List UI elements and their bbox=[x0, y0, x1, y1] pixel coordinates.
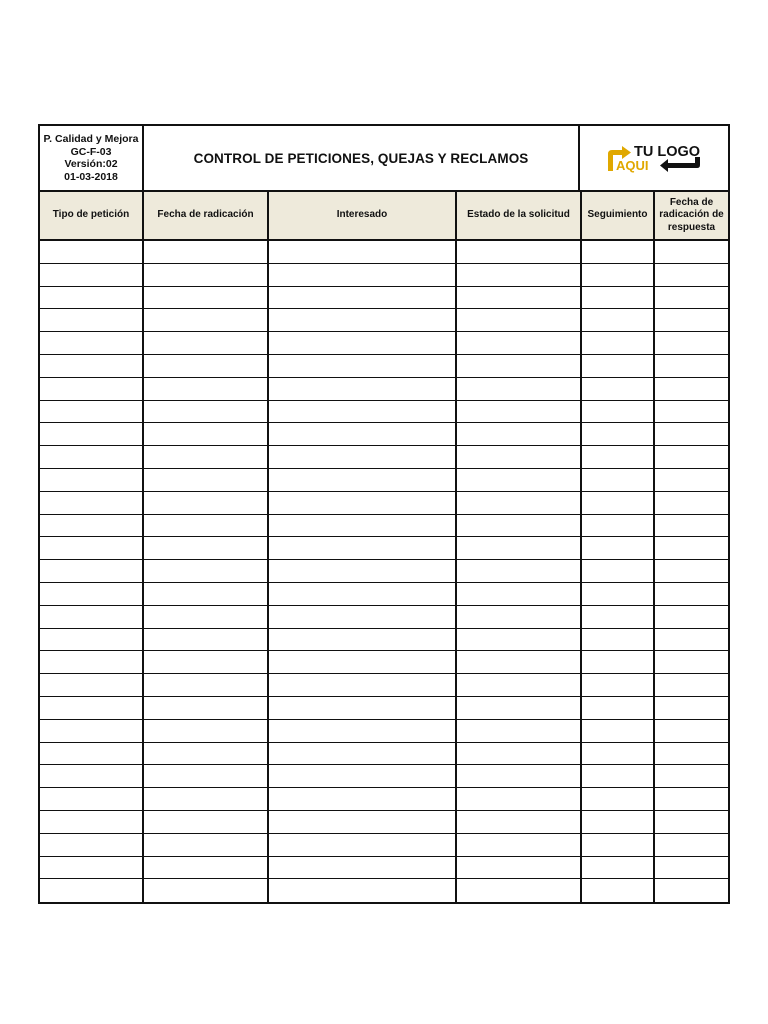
table-cell-tipo[interactable] bbox=[40, 492, 144, 514]
form-meta-block bbox=[40, 126, 144, 190]
table-cell-interesado[interactable] bbox=[269, 241, 457, 263]
table-row bbox=[40, 788, 728, 811]
table-cell-fecha-respuesta[interactable] bbox=[655, 811, 728, 833]
table-cell-seguimiento[interactable] bbox=[582, 446, 655, 468]
table-cell-interesado[interactable] bbox=[269, 492, 457, 514]
table-cell-interesado[interactable] bbox=[269, 309, 457, 331]
table-cell-tipo[interactable] bbox=[40, 537, 144, 559]
table-cell-seguimiento[interactable] bbox=[582, 697, 655, 719]
table-cell-tipo[interactable] bbox=[40, 651, 144, 673]
table-cell-estado[interactable] bbox=[457, 560, 582, 582]
table-cell-interesado[interactable] bbox=[269, 469, 457, 491]
table-cell-interesado[interactable] bbox=[269, 332, 457, 354]
table-cell-fecha-respuesta[interactable] bbox=[655, 287, 728, 309]
table-row bbox=[40, 264, 728, 287]
table-cell-tipo[interactable] bbox=[40, 287, 144, 309]
table-cell-estado[interactable] bbox=[457, 629, 582, 651]
table-row bbox=[40, 492, 728, 515]
table-cell-fecha-radicacion[interactable] bbox=[144, 629, 269, 651]
table-row bbox=[40, 697, 728, 720]
table-cell-seguimiento[interactable] bbox=[582, 879, 655, 902]
table-cell-fecha-respuesta[interactable] bbox=[655, 241, 728, 263]
table-cell-estado[interactable] bbox=[457, 606, 582, 628]
table-cell-fecha-respuesta[interactable] bbox=[655, 629, 728, 651]
table-cell-interesado[interactable] bbox=[269, 629, 457, 651]
table-cell-fecha-respuesta[interactable] bbox=[655, 355, 728, 377]
table-row bbox=[40, 423, 728, 446]
table-cell-estado[interactable] bbox=[457, 720, 582, 742]
table-cell-tipo[interactable] bbox=[40, 674, 144, 696]
table-cell-fecha-respuesta[interactable] bbox=[655, 743, 728, 765]
table-cell-fecha-radicacion[interactable] bbox=[144, 674, 269, 696]
table-cell-fecha-respuesta[interactable] bbox=[655, 537, 728, 559]
table-cell-tipo[interactable] bbox=[40, 697, 144, 719]
svg-text:AQUI: AQUI bbox=[616, 158, 649, 173]
table-row bbox=[40, 674, 728, 697]
table-cell-interesado[interactable] bbox=[269, 287, 457, 309]
table-cell-interesado[interactable] bbox=[269, 423, 457, 445]
table-row bbox=[40, 287, 728, 310]
table-cell-estado[interactable] bbox=[457, 788, 582, 810]
table-cell-seguimiento[interactable] bbox=[582, 287, 655, 309]
table-cell-fecha-respuesta[interactable] bbox=[655, 583, 728, 605]
table-cell-fecha-respuesta[interactable] bbox=[655, 378, 728, 400]
table-cell-fecha-respuesta[interactable] bbox=[655, 492, 728, 514]
table-cell-fecha-respuesta[interactable] bbox=[655, 446, 728, 468]
table-cell-seguimiento[interactable] bbox=[582, 811, 655, 833]
table-row bbox=[40, 834, 728, 857]
table-cell-interesado[interactable] bbox=[269, 560, 457, 582]
table-cell-fecha-radicacion[interactable] bbox=[144, 309, 269, 331]
table-cell-fecha-respuesta[interactable] bbox=[655, 264, 728, 286]
table-cell-estado[interactable] bbox=[457, 651, 582, 673]
table-cell-fecha-respuesta[interactable] bbox=[655, 765, 728, 787]
table-cell-tipo[interactable] bbox=[40, 811, 144, 833]
logo-arrow-icon bbox=[602, 141, 706, 175]
table-row bbox=[40, 515, 728, 538]
table-cell-fecha-radicacion[interactable] bbox=[144, 378, 269, 400]
table-cell-estado[interactable] bbox=[457, 674, 582, 696]
table-cell-fecha-radicacion[interactable] bbox=[144, 720, 269, 742]
table-cell-seguimiento[interactable] bbox=[582, 537, 655, 559]
table-cell-seguimiento[interactable] bbox=[582, 401, 655, 423]
form-header bbox=[40, 126, 728, 192]
table-cell-interesado[interactable] bbox=[269, 720, 457, 742]
table-cell-estado[interactable] bbox=[457, 355, 582, 377]
table-row bbox=[40, 629, 728, 652]
table-cell-tipo[interactable] bbox=[40, 423, 144, 445]
table-cell-interesado[interactable] bbox=[269, 879, 457, 902]
table-cell-fecha-radicacion[interactable] bbox=[144, 264, 269, 286]
table-cell-tipo[interactable] bbox=[40, 401, 144, 423]
table-row bbox=[40, 720, 728, 743]
table-cell-fecha-radicacion[interactable] bbox=[144, 537, 269, 559]
table-cell-estado[interactable] bbox=[457, 241, 582, 263]
table-cell-tipo[interactable] bbox=[40, 720, 144, 742]
table-cell-interesado[interactable] bbox=[269, 355, 457, 377]
table-row bbox=[40, 241, 728, 264]
table-cell-fecha-respuesta[interactable] bbox=[655, 857, 728, 879]
table-cell-fecha-respuesta[interactable] bbox=[655, 674, 728, 696]
table-row bbox=[40, 811, 728, 834]
table-cell-fecha-radicacion[interactable] bbox=[144, 879, 269, 902]
table-cell-tipo[interactable] bbox=[40, 606, 144, 628]
table-cell-seguimiento[interactable] bbox=[582, 606, 655, 628]
table-cell-interesado[interactable] bbox=[269, 446, 457, 468]
table-cell-tipo[interactable] bbox=[40, 309, 144, 331]
table-row bbox=[40, 765, 728, 788]
table-cell-estado[interactable] bbox=[457, 697, 582, 719]
table-cell-seguimiento[interactable] bbox=[582, 515, 655, 537]
column-header-seguimiento: Seguimiento bbox=[582, 192, 655, 239]
table-cell-estado[interactable] bbox=[457, 765, 582, 787]
table-cell-fecha-radicacion[interactable] bbox=[144, 606, 269, 628]
table-cell-fecha-radicacion[interactable] bbox=[144, 423, 269, 445]
logo-placeholder bbox=[578, 126, 728, 190]
form-sheet bbox=[38, 124, 730, 904]
table-cell-fecha-radicacion[interactable] bbox=[144, 811, 269, 833]
table-cell-tipo[interactable] bbox=[40, 378, 144, 400]
table-cell-interesado[interactable] bbox=[269, 743, 457, 765]
table-cell-tipo[interactable] bbox=[40, 765, 144, 787]
column-header-interesado: Interesado bbox=[269, 192, 457, 239]
column-header-fecha-respuesta: Fecha de radicación de respuesta bbox=[659, 196, 724, 233]
table-cell-estado[interactable] bbox=[457, 811, 582, 833]
table-cell-seguimiento[interactable] bbox=[582, 241, 655, 263]
pqr-table bbox=[40, 192, 728, 902]
table-row bbox=[40, 560, 728, 583]
table-cell-seguimiento[interactable] bbox=[582, 378, 655, 400]
table-cell-interesado[interactable] bbox=[269, 583, 457, 605]
table-cell-tipo[interactable] bbox=[40, 355, 144, 377]
table-cell-interesado[interactable] bbox=[269, 537, 457, 559]
table-cell-estado[interactable] bbox=[457, 879, 582, 902]
form-date: 01-03-2018 bbox=[64, 170, 118, 183]
table-cell-seguimiento[interactable] bbox=[582, 788, 655, 810]
table-cell-interesado[interactable] bbox=[269, 378, 457, 400]
table-cell-seguimiento[interactable] bbox=[582, 629, 655, 651]
table-cell-seguimiento[interactable] bbox=[582, 765, 655, 787]
table-row bbox=[40, 355, 728, 378]
table-cell-fecha-respuesta[interactable] bbox=[655, 423, 728, 445]
table-cell-fecha-radicacion[interactable] bbox=[144, 241, 269, 263]
table-cell-seguimiento[interactable] bbox=[582, 560, 655, 582]
form-code: GC-F-03 bbox=[70, 145, 112, 158]
table-cell-fecha-radicacion[interactable] bbox=[144, 446, 269, 468]
table-cell-tipo[interactable] bbox=[40, 834, 144, 856]
table-cell-tipo[interactable] bbox=[40, 788, 144, 810]
table-cell-fecha-respuesta[interactable] bbox=[655, 697, 728, 719]
table-cell-seguimiento[interactable] bbox=[582, 743, 655, 765]
table-row bbox=[40, 469, 728, 492]
table-cell-interesado[interactable] bbox=[269, 857, 457, 879]
table-cell-tipo[interactable] bbox=[40, 560, 144, 582]
table-cell-fecha-respuesta[interactable] bbox=[655, 788, 728, 810]
table-cell-fecha-radicacion[interactable] bbox=[144, 515, 269, 537]
table-cell-estado[interactable] bbox=[457, 537, 582, 559]
table-cell-interesado[interactable] bbox=[269, 651, 457, 673]
table-row bbox=[40, 857, 728, 880]
column-header-fecha-radicacion: Fecha de radicación bbox=[144, 192, 269, 239]
table-cell-seguimiento[interactable] bbox=[582, 492, 655, 514]
table-cell-estado[interactable] bbox=[457, 309, 582, 331]
table-cell-tipo[interactable] bbox=[40, 241, 144, 263]
table-cell-interesado[interactable] bbox=[269, 606, 457, 628]
table-cell-fecha-radicacion[interactable] bbox=[144, 834, 269, 856]
table-cell-fecha-radicacion[interactable] bbox=[144, 332, 269, 354]
table-cell-tipo[interactable] bbox=[40, 879, 144, 902]
table-cell-seguimiento[interactable] bbox=[582, 332, 655, 354]
table-cell-fecha-respuesta[interactable] bbox=[655, 834, 728, 856]
table-row bbox=[40, 401, 728, 424]
table-cell-tipo[interactable] bbox=[40, 583, 144, 605]
table-cell-tipo[interactable] bbox=[40, 743, 144, 765]
table-cell-fecha-respuesta[interactable] bbox=[655, 515, 728, 537]
table-row bbox=[40, 743, 728, 766]
table-row bbox=[40, 879, 728, 902]
form-version: Versión:02 bbox=[64, 158, 118, 170]
table-cell-fecha-radicacion[interactable] bbox=[144, 401, 269, 423]
table-cell-estado[interactable] bbox=[457, 583, 582, 605]
table-cell-interesado[interactable] bbox=[269, 674, 457, 696]
table-cell-seguimiento[interactable] bbox=[582, 423, 655, 445]
table-cell-tipo[interactable] bbox=[40, 515, 144, 537]
table-cell-estado[interactable] bbox=[457, 287, 582, 309]
table-cell-estado[interactable] bbox=[457, 264, 582, 286]
table-cell-fecha-radicacion[interactable] bbox=[144, 355, 269, 377]
table-row bbox=[40, 446, 728, 469]
table-cell-fecha-radicacion[interactable] bbox=[144, 857, 269, 879]
table-cell-seguimiento[interactable] bbox=[582, 355, 655, 377]
table-cell-fecha-radicacion[interactable] bbox=[144, 788, 269, 810]
table-cell-fecha-respuesta[interactable] bbox=[655, 879, 728, 902]
table-cell-seguimiento[interactable] bbox=[582, 309, 655, 331]
table-header-row bbox=[40, 192, 728, 241]
table-cell-seguimiento[interactable] bbox=[582, 469, 655, 491]
table-cell-fecha-radicacion[interactable] bbox=[144, 743, 269, 765]
table-cell-seguimiento[interactable] bbox=[582, 651, 655, 673]
table-cell-estado[interactable] bbox=[457, 515, 582, 537]
process-name: P. Calidad y Mejora bbox=[43, 133, 139, 145]
table-cell-estado[interactable] bbox=[457, 423, 582, 445]
table-cell-fecha-respuesta[interactable] bbox=[655, 651, 728, 673]
table-cell-estado[interactable] bbox=[457, 469, 582, 491]
table-cell-interesado[interactable] bbox=[269, 264, 457, 286]
table-cell-tipo[interactable] bbox=[40, 446, 144, 468]
table-cell-interesado[interactable] bbox=[269, 765, 457, 787]
table-cell-interesado[interactable] bbox=[269, 697, 457, 719]
table-cell-fecha-respuesta[interactable] bbox=[655, 606, 728, 628]
table-row bbox=[40, 651, 728, 674]
table-cell-seguimiento[interactable] bbox=[582, 674, 655, 696]
table-cell-seguimiento[interactable] bbox=[582, 857, 655, 879]
table-row bbox=[40, 537, 728, 560]
table-cell-tipo[interactable] bbox=[40, 469, 144, 491]
table-cell-fecha-radicacion[interactable] bbox=[144, 492, 269, 514]
column-header-estado: Estado de la solicitud bbox=[457, 192, 582, 239]
table-cell-fecha-radicacion[interactable] bbox=[144, 765, 269, 787]
table-cell-estado[interactable] bbox=[457, 834, 582, 856]
table-cell-fecha-radicacion[interactable] bbox=[144, 287, 269, 309]
table-cell-fecha-radicacion[interactable] bbox=[144, 651, 269, 673]
form-title: CONTROL DE PETICIONES, QUEJAS Y RECLAMOS bbox=[193, 150, 529, 166]
table-cell-fecha-respuesta[interactable] bbox=[655, 720, 728, 742]
table-cell-estado[interactable] bbox=[457, 743, 582, 765]
table-cell-interesado[interactable] bbox=[269, 811, 457, 833]
table-row bbox=[40, 332, 728, 355]
table-cell-seguimiento[interactable] bbox=[582, 720, 655, 742]
table-row bbox=[40, 583, 728, 606]
table-cell-seguimiento[interactable] bbox=[582, 834, 655, 856]
svg-text:TU LOGO: TU LOGO bbox=[634, 144, 701, 160]
column-header-tipo: Tipo de petición bbox=[40, 192, 144, 239]
table-cell-interesado[interactable] bbox=[269, 401, 457, 423]
table-cell-fecha-radicacion[interactable] bbox=[144, 469, 269, 491]
table-cell-fecha-respuesta[interactable] bbox=[655, 560, 728, 582]
table-cell-interesado[interactable] bbox=[269, 515, 457, 537]
table-cell-seguimiento[interactable] bbox=[582, 583, 655, 605]
table-cell-tipo[interactable] bbox=[40, 332, 144, 354]
table-cell-fecha-radicacion[interactable] bbox=[144, 697, 269, 719]
table-row bbox=[40, 309, 728, 332]
table-cell-estado[interactable] bbox=[457, 401, 582, 423]
table-cell-fecha-radicacion[interactable] bbox=[144, 560, 269, 582]
table-cell-tipo[interactable] bbox=[40, 264, 144, 286]
table-cell-estado[interactable] bbox=[457, 492, 582, 514]
table-row bbox=[40, 606, 728, 629]
table-cell-seguimiento[interactable] bbox=[582, 264, 655, 286]
table-cell-estado[interactable] bbox=[457, 332, 582, 354]
table-cell-interesado[interactable] bbox=[269, 788, 457, 810]
table-cell-tipo[interactable] bbox=[40, 857, 144, 879]
table-cell-estado[interactable] bbox=[457, 446, 582, 468]
table-row bbox=[40, 378, 728, 401]
table-cell-fecha-respuesta[interactable] bbox=[655, 469, 728, 491]
table-cell-fecha-respuesta[interactable] bbox=[655, 332, 728, 354]
table-cell-fecha-radicacion[interactable] bbox=[144, 583, 269, 605]
table-cell-tipo[interactable] bbox=[40, 629, 144, 651]
table-cell-interesado[interactable] bbox=[269, 834, 457, 856]
table-cell-estado[interactable] bbox=[457, 378, 582, 400]
table-cell-fecha-respuesta[interactable] bbox=[655, 401, 728, 423]
table-cell-estado[interactable] bbox=[457, 857, 582, 879]
table-cell-fecha-respuesta[interactable] bbox=[655, 309, 728, 331]
